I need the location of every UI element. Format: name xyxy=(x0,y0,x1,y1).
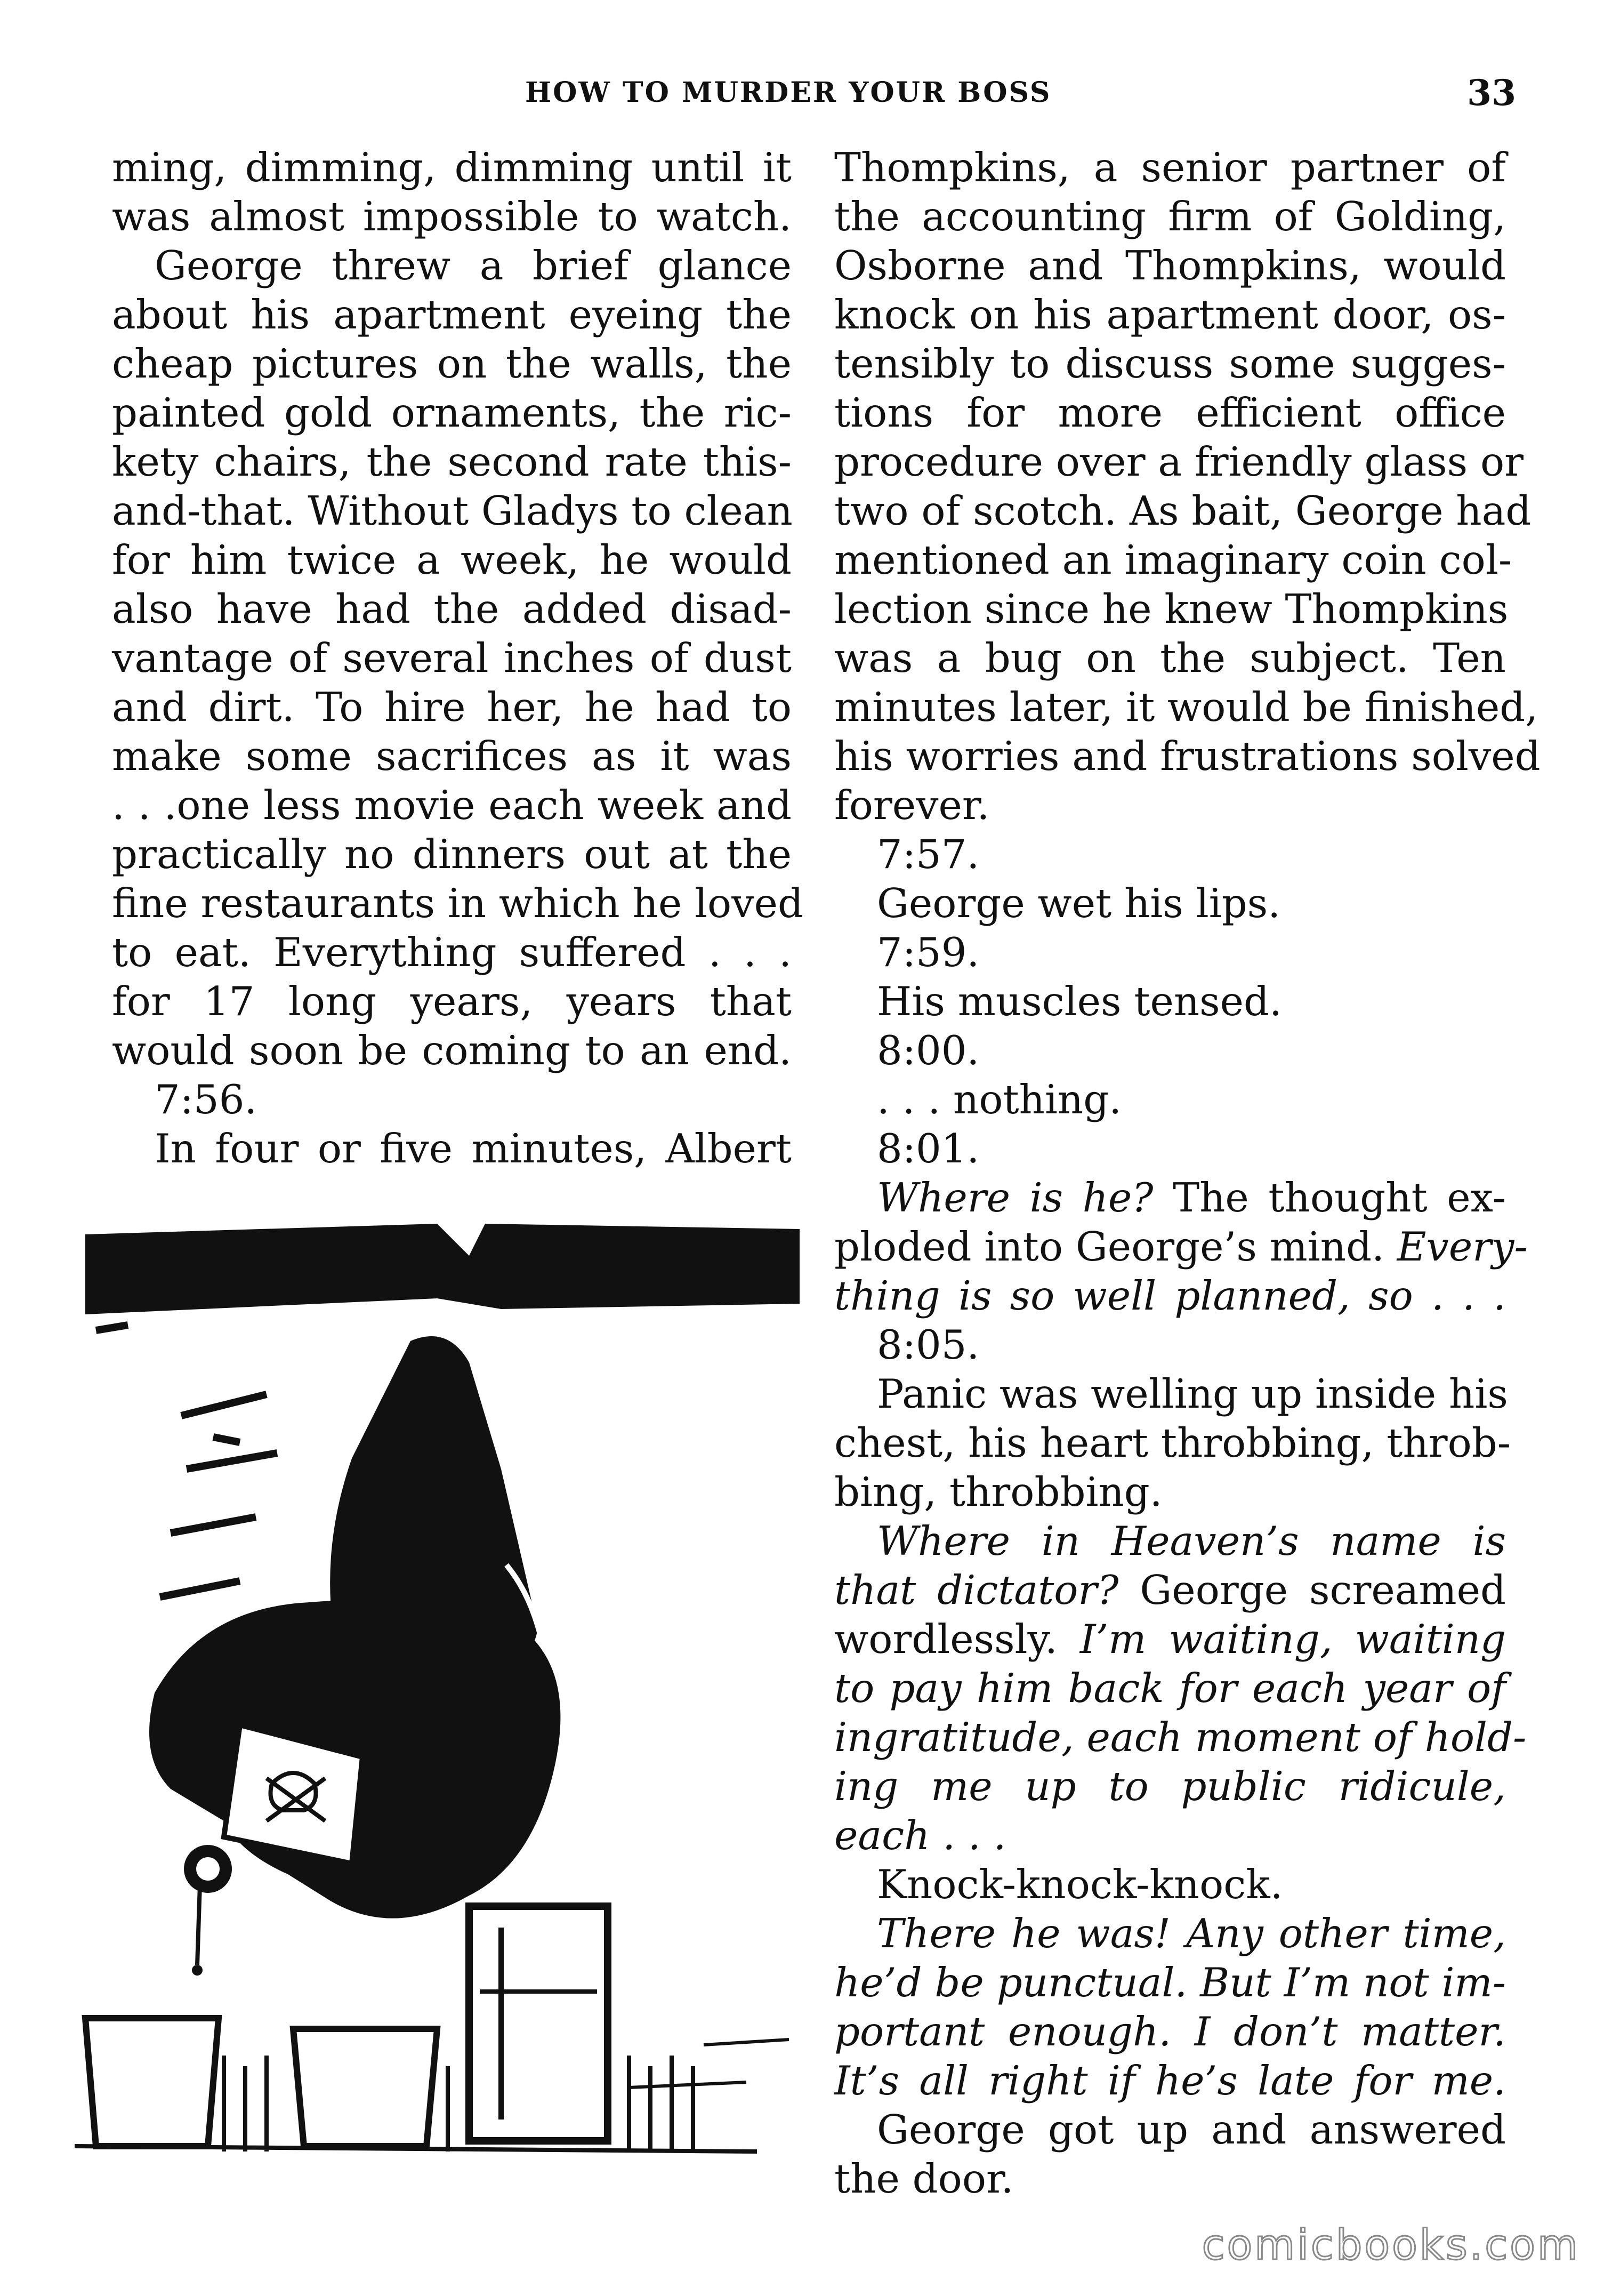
text-line xyxy=(834,1222,1528,1271)
text-line: 7:57. xyxy=(877,831,980,878)
text-line: Panic was welling up inside his xyxy=(877,1370,1508,1417)
text-line: and-that. Without Gladys to clean xyxy=(112,487,793,534)
text-segment: Where is he? xyxy=(877,1174,1154,1221)
text-line: Knock-knock-knock. xyxy=(877,1861,1283,1908)
left-text-column xyxy=(112,143,803,1173)
text-line: lection since he knew Thompkins xyxy=(834,585,1509,632)
text-line: Osborne and Thompkins, would xyxy=(834,242,1506,289)
text-line: the door. xyxy=(834,2155,1014,2202)
text-line: There he was! Any other time, xyxy=(877,1910,1506,1957)
text-line: and dirt. To hire her, he had to xyxy=(112,684,792,730)
text-line: practically no dinners out at the xyxy=(112,831,792,878)
text-line: mentioned an imaginary coin col- xyxy=(834,536,1512,583)
text-line: 8:01. xyxy=(877,1125,980,1172)
text-line: It’s all right if he’s late for me. xyxy=(834,2057,1506,2104)
text-line: fine restaurants in which he loved xyxy=(112,880,803,927)
text-segment: I’m waiting, waiting xyxy=(1079,1616,1506,1663)
text-line: cheap pictures on the walls, the xyxy=(112,340,792,387)
text-line: procedure over a friendly glass or xyxy=(834,438,1524,485)
text-line: Thompkins, a senior partner of xyxy=(834,144,1506,191)
text-line xyxy=(834,1173,1506,1222)
text-segment: ploded into George’s mind. xyxy=(834,1223,1397,1270)
text-line: he’d be punctual. But I’m not im- xyxy=(834,1959,1506,2006)
text-line: each . . . xyxy=(834,1812,1006,1859)
text-line: about his apartment eyeing the xyxy=(112,291,792,338)
text-line: tensibly to discuss some sugges- xyxy=(834,340,1506,387)
text-line: tions for more efficient office xyxy=(834,389,1506,436)
text-line: the accounting firm of Golding, xyxy=(834,193,1506,240)
text-line: George got up and answered xyxy=(877,2106,1506,2153)
short-glass-left xyxy=(85,2018,219,2146)
text-line: would soon be coming to an end. xyxy=(112,1027,792,1074)
text-line: knock on his apartment door, os- xyxy=(834,291,1506,338)
text-line: was a bug on the subject. Ten xyxy=(834,635,1506,681)
text-line: make some sacrifices as it was xyxy=(112,733,792,780)
text-line: 8:05. xyxy=(877,1321,980,1368)
text-line: two of scotch. As bait, George had xyxy=(834,487,1532,534)
text-line xyxy=(834,1615,1506,1664)
text-line: His muscles tensed. xyxy=(877,978,1282,1025)
text-line: ingratitude, each moment of hold- xyxy=(834,1714,1527,1761)
text-segment: Every- xyxy=(1397,1223,1528,1270)
text-line: portant enough. I don’t matter. xyxy=(834,2008,1506,2055)
poison-pour-illustration xyxy=(64,1192,810,2183)
text-line: chest, his heart throbbing, throb- xyxy=(834,1419,1511,1466)
text-segment: wordlessly. xyxy=(834,1616,1080,1663)
short-glass-middle xyxy=(293,2029,437,2146)
text-line: George wet his lips. xyxy=(877,880,1281,927)
watermark: comicbooks.com xyxy=(1202,2221,1580,2269)
ink-bar xyxy=(85,1224,800,1314)
text-line: forever. xyxy=(834,782,990,829)
page-header xyxy=(0,72,1612,120)
text-line: minutes later, it would be finished, xyxy=(834,684,1538,730)
text-line: 8:00. xyxy=(877,1027,980,1074)
text-segment: that dictator? xyxy=(834,1567,1119,1613)
running-title: HOW TO MURDER YOUR BOSS xyxy=(525,76,1052,109)
text-line: Where in Heaven’s name is xyxy=(877,1518,1506,1564)
text-line: In four or five minutes, Albert xyxy=(155,1125,792,1172)
text-line: was almost impossible to watch. xyxy=(112,193,792,240)
text-line: ming, dimming, dimming until it xyxy=(112,144,792,191)
text-line: bing, throbbing. xyxy=(834,1468,1163,1515)
text-line: to pay him back for each year of xyxy=(834,1665,1506,1712)
text-line: George threw a brief glance xyxy=(155,242,792,289)
text-line: 7:56. xyxy=(155,1076,257,1123)
right-text-column xyxy=(834,143,1541,2203)
page-number: 33 xyxy=(1467,72,1516,114)
text-line: for him twice a week, he would xyxy=(112,536,792,583)
text-line: . . . nothing. xyxy=(877,1076,1122,1123)
text-segment: The thought ex- xyxy=(1153,1174,1506,1221)
text-line: . . .one less movie each week and xyxy=(112,782,792,829)
text-line: thing is so well planned, so . . . xyxy=(834,1272,1506,1319)
text-line: also have had the added disad- xyxy=(112,585,792,632)
text-line: for 17 long years, years that xyxy=(112,978,792,1025)
text-line: painted gold ornaments, the ric- xyxy=(112,389,792,436)
text-line xyxy=(834,1566,1506,1615)
text-line: vantage of several inches of dust xyxy=(112,635,792,681)
text-line: his worries and frustrations solved xyxy=(834,733,1541,780)
tall-glass xyxy=(469,1906,608,2141)
text-line: to eat. Everything suffered . . . xyxy=(112,929,792,976)
text-line: kety chairs, the second rate this- xyxy=(112,438,792,485)
poison-drip xyxy=(197,1885,200,1965)
text-line: ing me up to public ridicule, xyxy=(834,1763,1506,1810)
text-line: 7:59. xyxy=(877,929,980,976)
text-segment: George screamed xyxy=(1118,1567,1506,1613)
